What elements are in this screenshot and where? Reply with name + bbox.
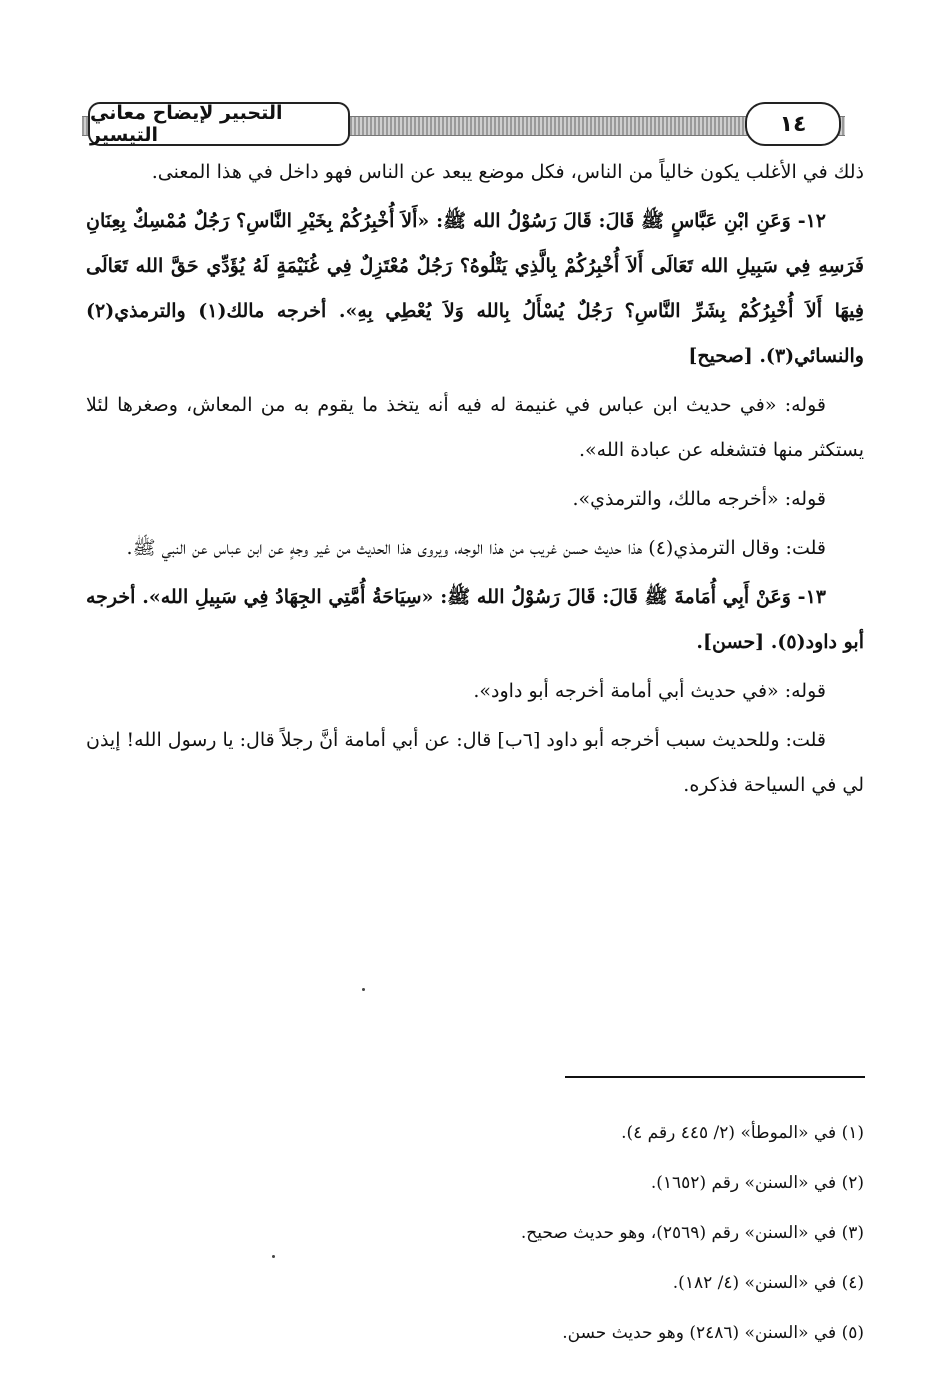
page-number: ١٤ [745, 102, 841, 146]
scan-speck [362, 988, 365, 991]
hadith-13: ١٣- وَعَنْ أَبِي أُمَامةَ ﷺ قَالَ: قَالَ رَسُوْلُ الله ﷺ: «سِيَاحَةُ أُمَّتِي الجِهَادُ فِي سَبِيلِ الله». أخرجه أبو داود(٥). [حسن]. [86, 586, 864, 653]
paragraph: قلت: وقال الترمذي(٤) هذا حديث حسن غريب من هذا الوجه، ويروى هذا الحديث من غير وجهٍ عن ابن عباس عن النبي ﷺ. [126, 537, 826, 559]
hadith-12: ١٢- وَعَنِ ابْنِ عَبَّاسٍ ﷺ قَالَ: قَالَ رَسُوْلُ الله ﷺ: «أَلاَ أُخْبِرُكُمْ بِخَيْرِ النَّاسِ؟ رَجُلٌ مُمْسِكٌ بِعِنَانِ فَرَسِهِ فِي سَبِيلِ الله تَعَالَى أَلاَ أُخْبِرُكُمْ بِالَّذِي يَتْلُوهُ؟ رَجُلٌ مُعْتَزِلٌ فِي غُنَيْمَةٍ لَهُ يُؤَدِّي حَقَّ الله تَعَالَى فِيهَا أَلاَ أُخْبِرُكُمْ بِشَرِّ النَّاسِ؟ رَجُلٌ يُسْأَلُ بِالله وَلاَ يُعْطِي بِهِ». أخرجه مالك(١) والترمذي(٢) والنسائي(٣). [صحيح] [86, 210, 864, 367]
paragraph: قلت: وللحديث سبب أخرجه أبو داود [٦ب] قال: عن أبي أمامة أنَّ رجلاً قال: يا رسول الله! إيذن لي في السياحة فذكره. [86, 729, 864, 796]
footnote-4: (٤) في «السنن» (٤/ ١٨٢). [672, 1273, 864, 1293]
footnotes [86, 1108, 864, 1358]
footnote-3: (٣) في «السنن» رقم (٢٥٦٩)، وهو حديث صحيح. [520, 1223, 864, 1243]
scan-speck [272, 1255, 275, 1258]
footnote-separator [565, 1076, 865, 1078]
footnote-5: (٥) في «السنن» (٢٤٨٦) وهو حديث حسن. [562, 1323, 864, 1343]
footnote-1: (١) في «الموطأ» (٢/ ٤٤٥ رقم ٤). [621, 1123, 864, 1143]
paragraph: قوله: «أخرجه مالك، والترمذي». [572, 488, 826, 510]
paragraph: قوله: «في حديث أبي أمامة أخرجه أبو داود». [473, 680, 826, 702]
main-text [86, 150, 864, 812]
paragraph: قوله: «في حديث ابن عباس في غنيمة له فيه أنه يتخذ ما يقوم به من المعاش، وصغرها لئلا يستكثر منها فتشغله عن عبادة الله». [86, 394, 864, 461]
footnote-2: (٢) في «السنن» رقم (١٦٥٢). [650, 1173, 864, 1193]
paragraph: ذلك في الأغلب يكون خالياً من الناس، فكل موضع يبعد عن الناس فهو داخل في هذا المعنى. [151, 161, 864, 183]
running-title: التحبير لإيضاح معاني التيسير [88, 102, 350, 146]
page-header [82, 98, 845, 148]
